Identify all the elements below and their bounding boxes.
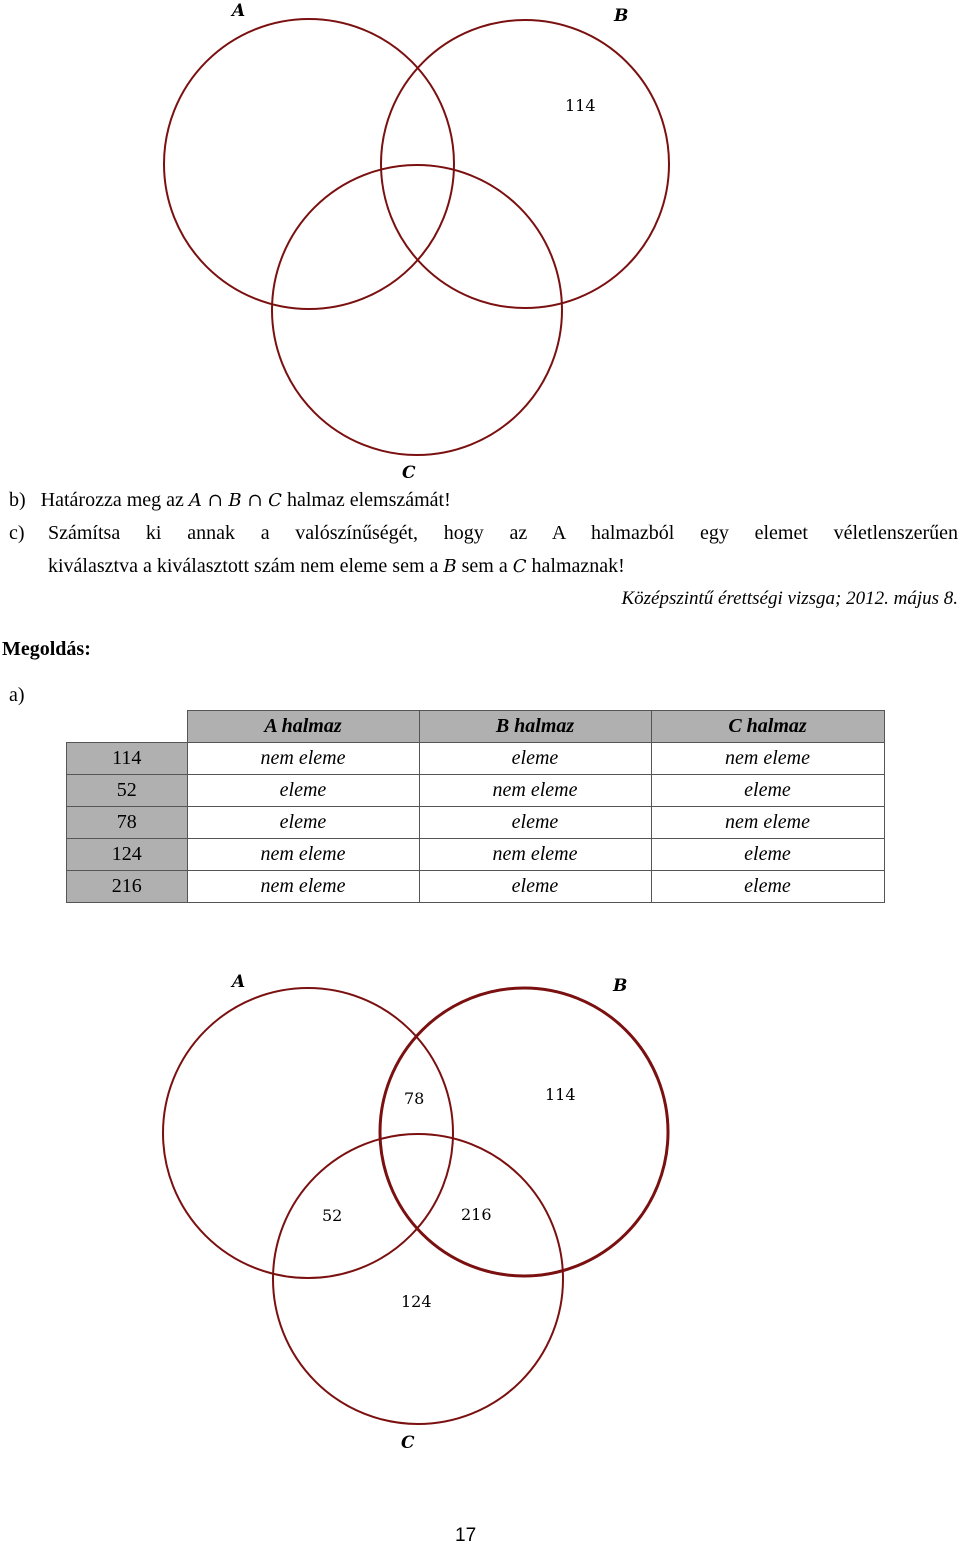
cell-a: nem eleme [187,839,419,871]
venn-bottom-value-a-and-b: 78 [404,1089,425,1108]
venn-diagram-bottom [0,960,960,1460]
table-header-c: C halmaz [651,711,884,743]
question-c-line2-part2: sem a [456,555,513,577]
table-row [67,839,885,871]
cell-a: nem eleme [187,871,419,903]
cell-b: eleme [419,743,651,775]
solution-heading: Megoldás: [2,638,91,660]
table-header-a: A halmaz [187,711,419,743]
venn-bottom-label-a: A [232,972,246,992]
question-c-marker: c) [9,522,25,544]
cell-b: eleme [419,807,651,839]
table-row [67,871,885,903]
venn-diagram-top [0,0,960,490]
cell-c: nem eleme [651,807,884,839]
table-row [67,743,885,775]
cell-a: eleme [187,807,419,839]
membership-table [66,710,885,903]
venn-bottom-value-b-only: 114 [545,1085,576,1104]
cell-c: eleme [651,871,884,903]
cell-a: nem eleme [187,743,419,775]
question-b-expression: A ∩ B ∩ C [188,490,282,511]
question-c-line2-part1: kiválasztva a kiválasztott szám nem eleme sem a [48,555,444,577]
question-b-text-after: halmaz elemszámát! [281,489,451,511]
venn-top-label-a: A [232,1,246,21]
question-c-line2-part3: halmaznak! [526,555,625,577]
table-row [67,807,885,839]
question-c-set-c: C [512,556,527,577]
venn-bottom-circle-b [380,988,668,1276]
question-b [9,488,451,513]
part-a-marker: a) [9,684,25,706]
cell-b: nem eleme [419,839,651,871]
question-b-marker: b) [9,489,26,511]
venn-top-value-b-only: 114 [565,96,596,115]
venn-bottom-value-b-and-c: 216 [461,1205,492,1224]
venn-bottom-value-c-only: 124 [401,1292,432,1311]
source-citation: Középszintű érettségi vizsga; 2012. május 8. [621,588,958,609]
question-c-line1: Számítsa ki annak a valószínűségét, hogy az A halmazból egy elemet véletlenszerűen [48,522,958,544]
venn-top-circle-a [164,19,454,309]
row-number: 52 [67,775,188,807]
cell-c: nem eleme [651,743,884,775]
row-number: 78 [67,807,188,839]
table-row [67,775,885,807]
cell-c: eleme [651,839,884,871]
venn-bottom-label-c: C [401,1433,415,1453]
cell-a: eleme [187,775,419,807]
table-header-b: B halmaz [419,711,651,743]
venn-top-circle-b [381,20,669,308]
table-header-row [67,711,885,743]
row-number: 114 [67,743,188,775]
venn-top-circle-c [272,165,562,455]
question-b-text-before: Határozza meg az [40,489,189,511]
venn-bottom-label-b: B [613,976,628,996]
row-number: 216 [67,871,188,903]
venn-bottom-value-a-and-c: 52 [322,1206,343,1225]
venn-bottom-circle-a [163,988,453,1278]
question-c-line2 [48,554,625,579]
venn-bottom-circle-c [273,1134,563,1424]
cell-b: nem eleme [419,775,651,807]
page-number: 17 [455,1525,477,1546]
venn-top-label-c: C [402,463,416,483]
cell-c: eleme [651,775,884,807]
table-corner [67,711,188,743]
row-number: 124 [67,839,188,871]
question-c-set-b: B [443,556,457,577]
cell-b: eleme [419,871,651,903]
venn-top-label-b: B [614,6,629,26]
